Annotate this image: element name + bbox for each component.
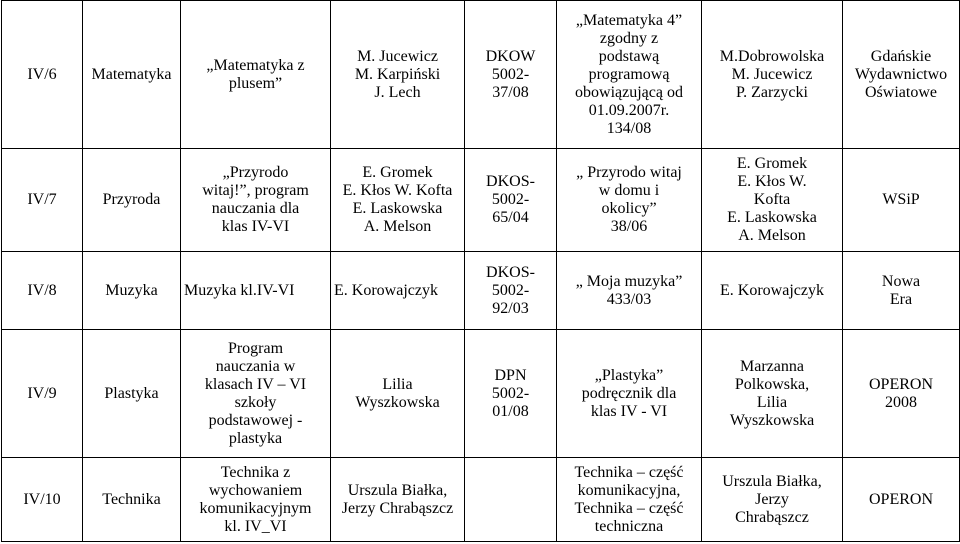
row-id: IV/7 — [2, 149, 83, 252]
textbook-cell: „Plastyka” podręcznik dla klas IV - VI — [557, 330, 702, 458]
subject-cell: Technika — [83, 458, 181, 542]
row-id: IV/8 — [2, 252, 83, 330]
program-cell: Program nauczania w klasach IV – VI szkoły podstawowej - plastyka — [181, 330, 331, 458]
program-cell: „Matematyka z plusem” — [181, 1, 331, 149]
program-table — [1, 0, 960, 542]
table-row — [2, 252, 960, 330]
program-cell: „Przyrodo witaj!”, program nauczania dla klas IV-VI — [181, 149, 331, 252]
subject-cell: Przyroda — [83, 149, 181, 252]
table-row — [2, 1, 960, 149]
publisher-cell: WSiP — [843, 149, 960, 252]
textbook-authors-cell: M.Dobrowolska M. Jucewicz P. Zarzycki — [702, 1, 843, 149]
authors-cell: E. Gromek E. Kłos W. Kofta E. Laskowska A. Melson — [331, 149, 465, 252]
row-id: IV/10 — [2, 458, 83, 542]
row-id: IV/6 — [2, 1, 83, 149]
authors-cell: M. Jucewicz M. Karpiński J. Lech — [331, 1, 465, 149]
subject-cell: Plastyka — [83, 330, 181, 458]
textbook-authors-cell: E. Korowajczyk — [702, 252, 843, 330]
textbook-authors-cell: E. Gromek E. Kłos W. Kofta E. Laskowska A. Melson — [702, 149, 843, 252]
subject-cell: Muzyka — [83, 252, 181, 330]
publisher-cell: OPERON — [843, 458, 960, 542]
program-cell: Technika z wychowaniem komunikacyjnym kl. IV_VI — [181, 458, 331, 542]
publisher-cell: OPERON 2008 — [843, 330, 960, 458]
program-cell: Muzyka kl.IV-VI — [181, 252, 331, 330]
number-cell: DPN 5002- 01/08 — [465, 330, 557, 458]
authors-cell: E. Korowajczyk — [331, 252, 465, 330]
number-cell — [465, 458, 557, 542]
subject-cell: Matematyka — [83, 1, 181, 149]
textbook-authors-cell: Urszula Białka, Jerzy Chrabąszcz — [702, 458, 843, 542]
textbook-cell: „ Moja muzyka” 433/03 — [557, 252, 702, 330]
textbook-authors-cell: Marzanna Polkowska, Lilia Wyszkowska — [702, 330, 843, 458]
authors-cell: Lilia Wyszkowska — [331, 330, 465, 458]
authors-cell: Urszula Białka, Jerzy Chrabąszcz — [331, 458, 465, 542]
table-row — [2, 149, 960, 252]
table-row — [2, 458, 960, 542]
table-row — [2, 330, 960, 458]
textbook-cell: „Matematyka 4” zgodny z podstawą programową obowiązującą od 01.09.2007r. 134/08 — [557, 1, 702, 149]
number-cell: DKOS- 5002- 65/04 — [465, 149, 557, 252]
row-id: IV/9 — [2, 330, 83, 458]
number-cell: DKOS- 5002- 92/03 — [465, 252, 557, 330]
textbook-cell: Technika – część komunikacyjna, Technika – część techniczna — [557, 458, 702, 542]
publisher-cell: Nowa Era — [843, 252, 960, 330]
textbook-cell: „ Przyrodo witaj w domu i okolicy” 38/06 — [557, 149, 702, 252]
publisher-cell: Gdańskie Wydawnictwo Oświatowe — [843, 1, 960, 149]
number-cell: DKOW 5002- 37/08 — [465, 1, 557, 149]
